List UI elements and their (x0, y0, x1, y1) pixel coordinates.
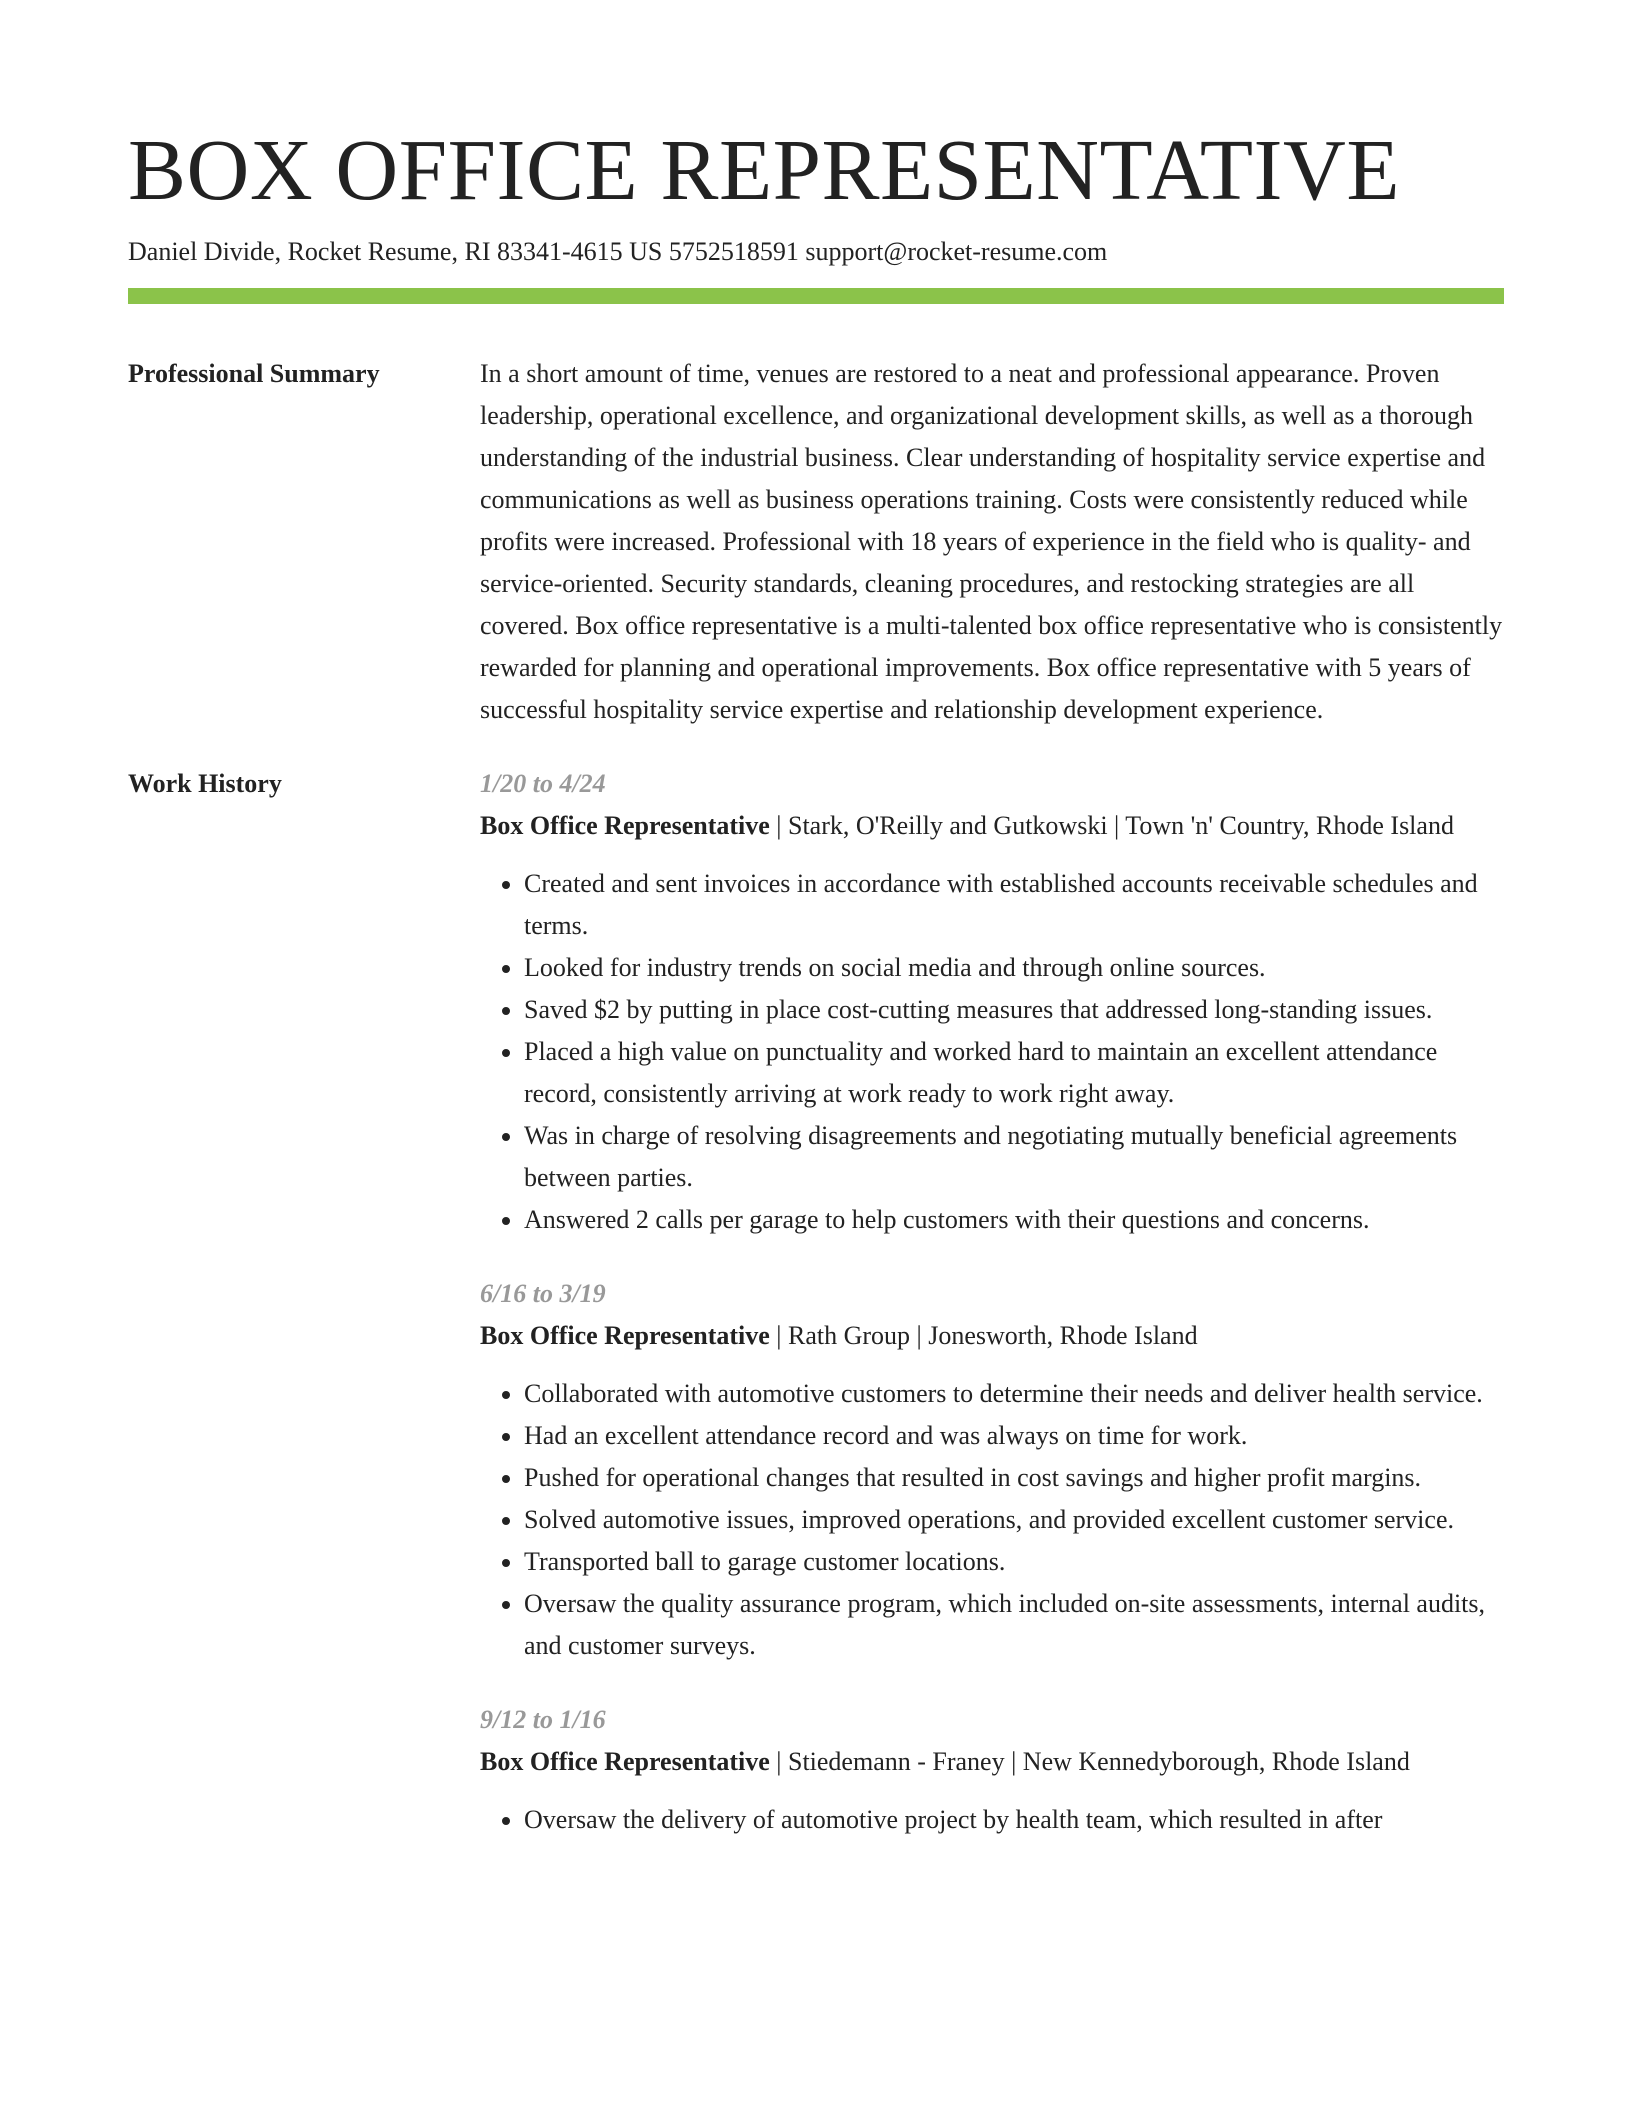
header-divider (128, 288, 1504, 304)
job-bullet: • Collaborated with automotive customers to determine their needs and deliver health service. (524, 1373, 1504, 1415)
section-label-summary: Professional Summary (128, 359, 380, 388)
job-entry (480, 763, 1504, 1241)
job-heading (480, 805, 1504, 847)
job-bullets (480, 1373, 1504, 1667)
resume-title: BOX OFFICE REPRESENTATIVE (128, 121, 1400, 218)
job-dates: 1/20 to 4/24 (480, 769, 606, 798)
job-bullet: • Was in charge of resolving disagreements and negotiating mutually beneficial agreements between parties. (524, 1115, 1504, 1199)
job-entry (480, 1699, 1504, 1841)
job-bullet: • Answered 2 calls per garage to help customers with their questions and concerns. (524, 1199, 1504, 1241)
job-dates: 9/12 to 1/16 (480, 1705, 606, 1734)
job-bullet: • Looked for industry trends on social media and through online sources. (524, 947, 1504, 989)
job-title: Box Office Representative (480, 1321, 770, 1350)
job-bullets (480, 863, 1504, 1241)
work-history-section (128, 763, 1504, 1873)
job-bullet: • Transported ball to garage customer locations. (524, 1541, 1504, 1583)
job-details: | Stark, O'Reilly and Gutkowski | Town 'n' Country, Rhode Island (769, 811, 1454, 840)
job-heading (480, 1741, 1504, 1783)
job-details: | Rath Group | Jonesworth, Rhode Island (769, 1321, 1198, 1350)
summary-text: In a short amount of time, venues are restored to a neat and professional appearance. Proven leadership, operational excellence, and organizational development skills, as well as a thorough understanding of the industrial business. Clear understanding of hospitality service expertise and communications as well as business operations training. Costs were consistently reduced while profits were increased. Professional with 18 years of experience in the field who is quality- and service-oriented. Security standards, cleaning procedures, and restocking strategies are all covered. Box office representative is a multi-talented box office representative who is consistently rewarded for planning and operational improvements. Box office representative with 5 years of successful hospitality service expertise and relationship development experience. (480, 359, 1503, 724)
resume-page (128, 118, 1504, 1873)
job-bullet: • Solved automotive issues, improved operations, and provided excellent customer service. (524, 1499, 1504, 1541)
job-details: | Stiedemann - Franey | New Kennedyborough, Rhode Island (769, 1747, 1410, 1776)
job-heading (480, 1315, 1504, 1357)
job-bullet: • Placed a high value on punctuality and worked hard to maintain an excellent attendance record, consistently arriving at work ready to work right away. (524, 1031, 1504, 1115)
job-bullet: • Oversaw the quality assurance program, which included on-site assessments, internal audits, and customer surveys. (524, 1583, 1504, 1667)
job-bullets (480, 1799, 1504, 1841)
job-title: Box Office Representative (480, 1747, 770, 1776)
job-bullet: • Oversaw the delivery of automotive project by health team, which resulted in after (524, 1799, 1504, 1841)
work-history-list (480, 763, 1504, 1873)
job-entry (480, 1273, 1504, 1667)
job-bullet: • Had an excellent attendance record and was always on time for work. (524, 1415, 1504, 1457)
job-bullet: • Pushed for operational changes that resulted in cost savings and higher profit margins. (524, 1457, 1504, 1499)
job-bullet: • Saved $2 by putting in place cost-cutting measures that addressed long-standing issues. (524, 989, 1504, 1031)
job-title: Box Office Representative (480, 811, 770, 840)
contact-line: Daniel Divide, Rocket Resume, RI 83341-4615 US 5752518591 support@rocket-resume.com (128, 237, 1108, 266)
section-label-work-history: Work History (128, 769, 282, 798)
professional-summary-section (128, 353, 1504, 731)
job-dates: 6/16 to 3/19 (480, 1279, 606, 1308)
job-bullet: • Created and sent invoices in accordance with established accounts receivable schedules and terms. (524, 863, 1504, 947)
